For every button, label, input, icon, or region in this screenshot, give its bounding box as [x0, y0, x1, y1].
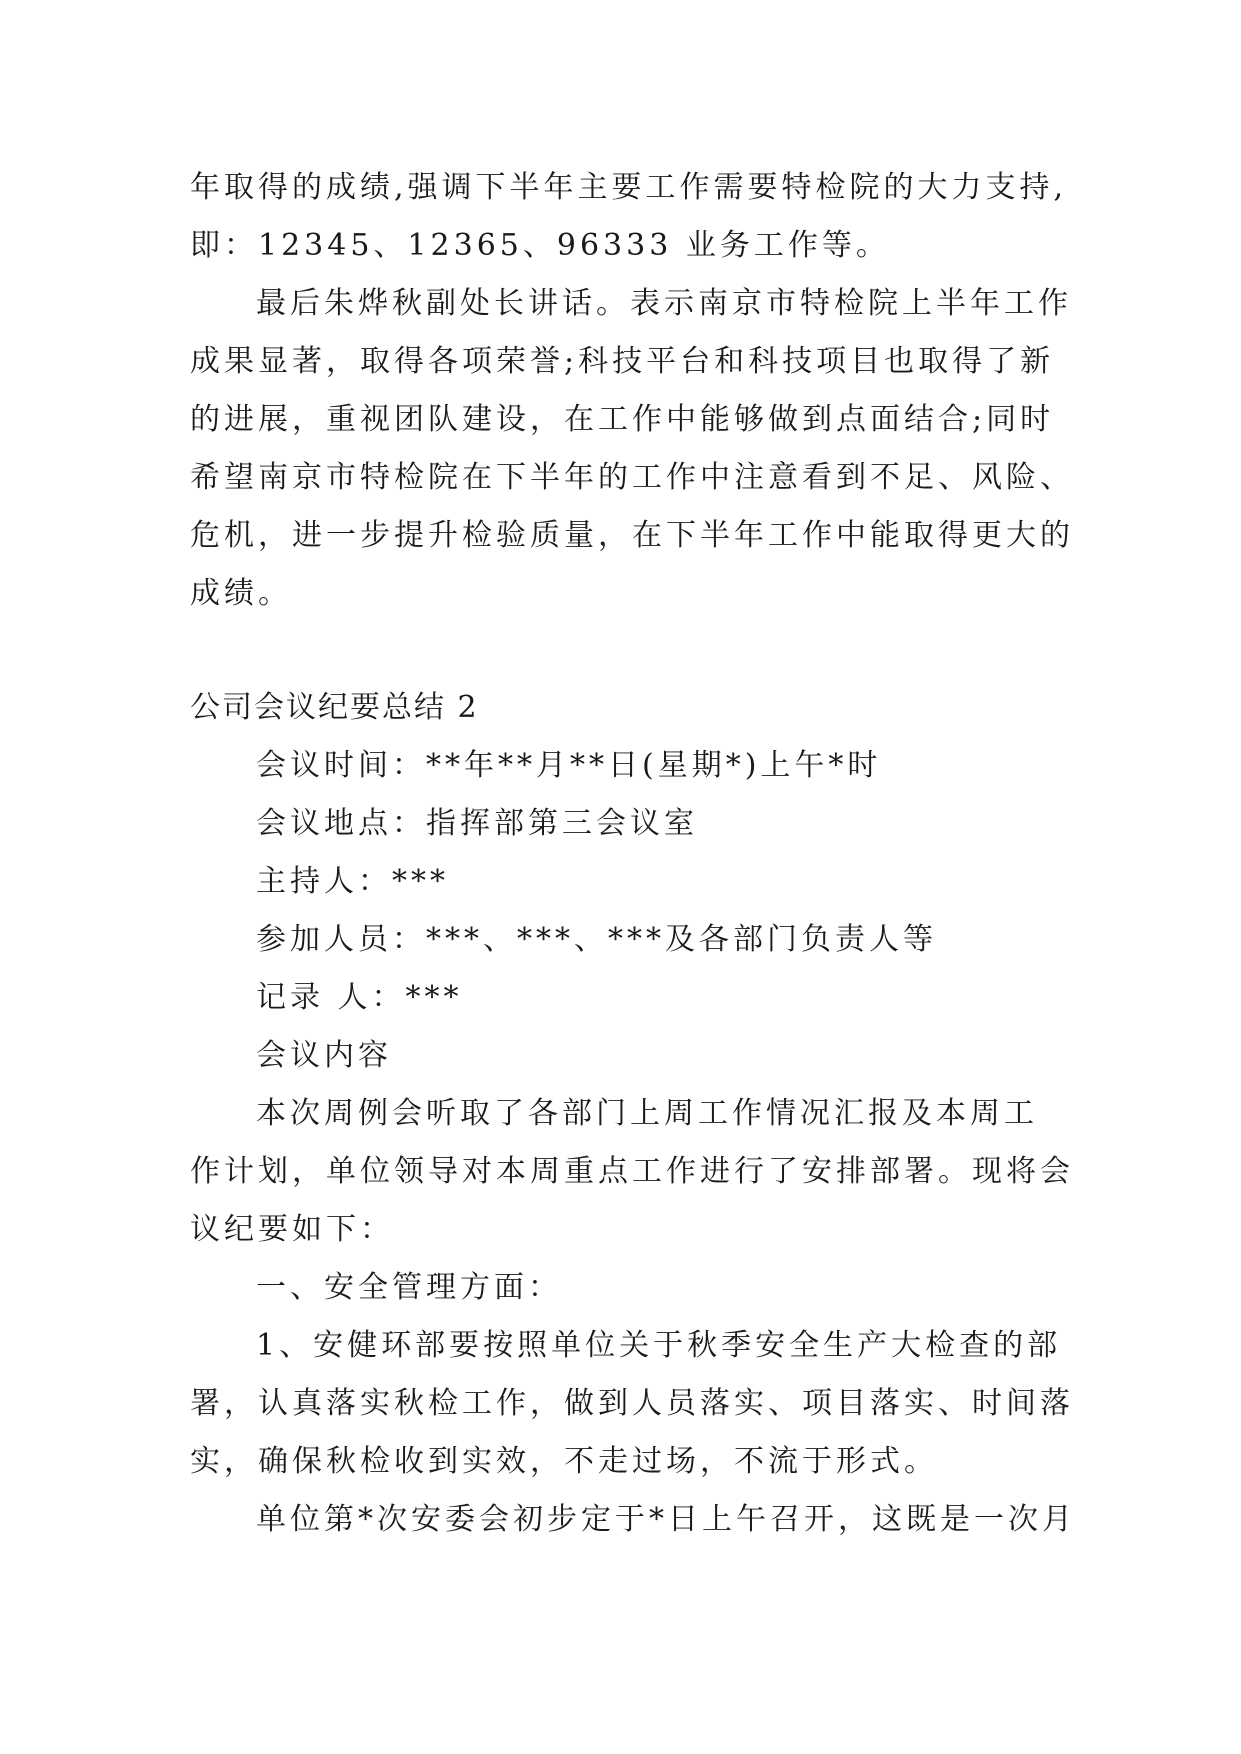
paragraph-line: 成果显著，取得各项荣誉;科技平台和科技项目也取得了新 [190, 344, 1055, 379]
paragraph-line: 单位第*次安委会初步定于*日上午召开，这既是一次月 [256, 1502, 1076, 1537]
section-title: 公司会议纪要总结 2 [190, 690, 479, 725]
meeting-content-heading: 会议内容 [256, 1038, 392, 1073]
paragraph-line: 作计划，单位领导对本周重点工作进行了安排部署。现将会 [190, 1154, 1074, 1189]
meeting-host: 主持人：*** [256, 864, 449, 899]
paragraph-line: 署，认真落实秋检工作，做到人员落实、项目落实、时间落 [190, 1386, 1074, 1421]
paragraph-line: 1、安健环部要按照单位关于秋季安全生产大检查的部 [256, 1328, 1062, 1363]
paragraph-line: 议纪要如下： [190, 1212, 394, 1247]
paragraph-line: 希望南京市特检院在下半年的工作中注意看到不足、风险、 [190, 460, 1074, 495]
paragraph-line: 成绩。 [190, 576, 292, 611]
meeting-location: 会议地点：指挥部第三会议室 [256, 806, 698, 841]
paragraph-line: 最后朱烨秋副处长讲话。表示南京市特检院上半年工作 [256, 286, 1072, 321]
meeting-recorder: 记录 人：*** [256, 980, 463, 1015]
meeting-attendees: 参加人员：***、***、***及各部门负责人等 [256, 922, 937, 957]
paragraph-line: 的进展，重视团队建设，在工作中能够做到点面结合;同时 [190, 402, 1055, 437]
subsection-heading: 一、安全管理方面： [256, 1270, 562, 1305]
paragraph-line: 本次周例会听取了各部门上周工作情况汇报及本周工 [256, 1096, 1038, 1131]
paragraph-line: 即：12345、12365、96333 业务工作等。 [190, 228, 890, 263]
paragraph-line: 实，确保秋检收到实效，不走过场，不流于形式。 [190, 1444, 938, 1479]
paragraph-line: 危机，进一步提升检验质量，在下半年工作中能取得更大的 [190, 518, 1074, 553]
meeting-time: 会议时间：**年**月**日(星期*)上午*时 [256, 748, 882, 783]
paragraph-line: 年取得的成绩,强调下半年主要工作需要特检院的大力支持, [190, 170, 1068, 205]
